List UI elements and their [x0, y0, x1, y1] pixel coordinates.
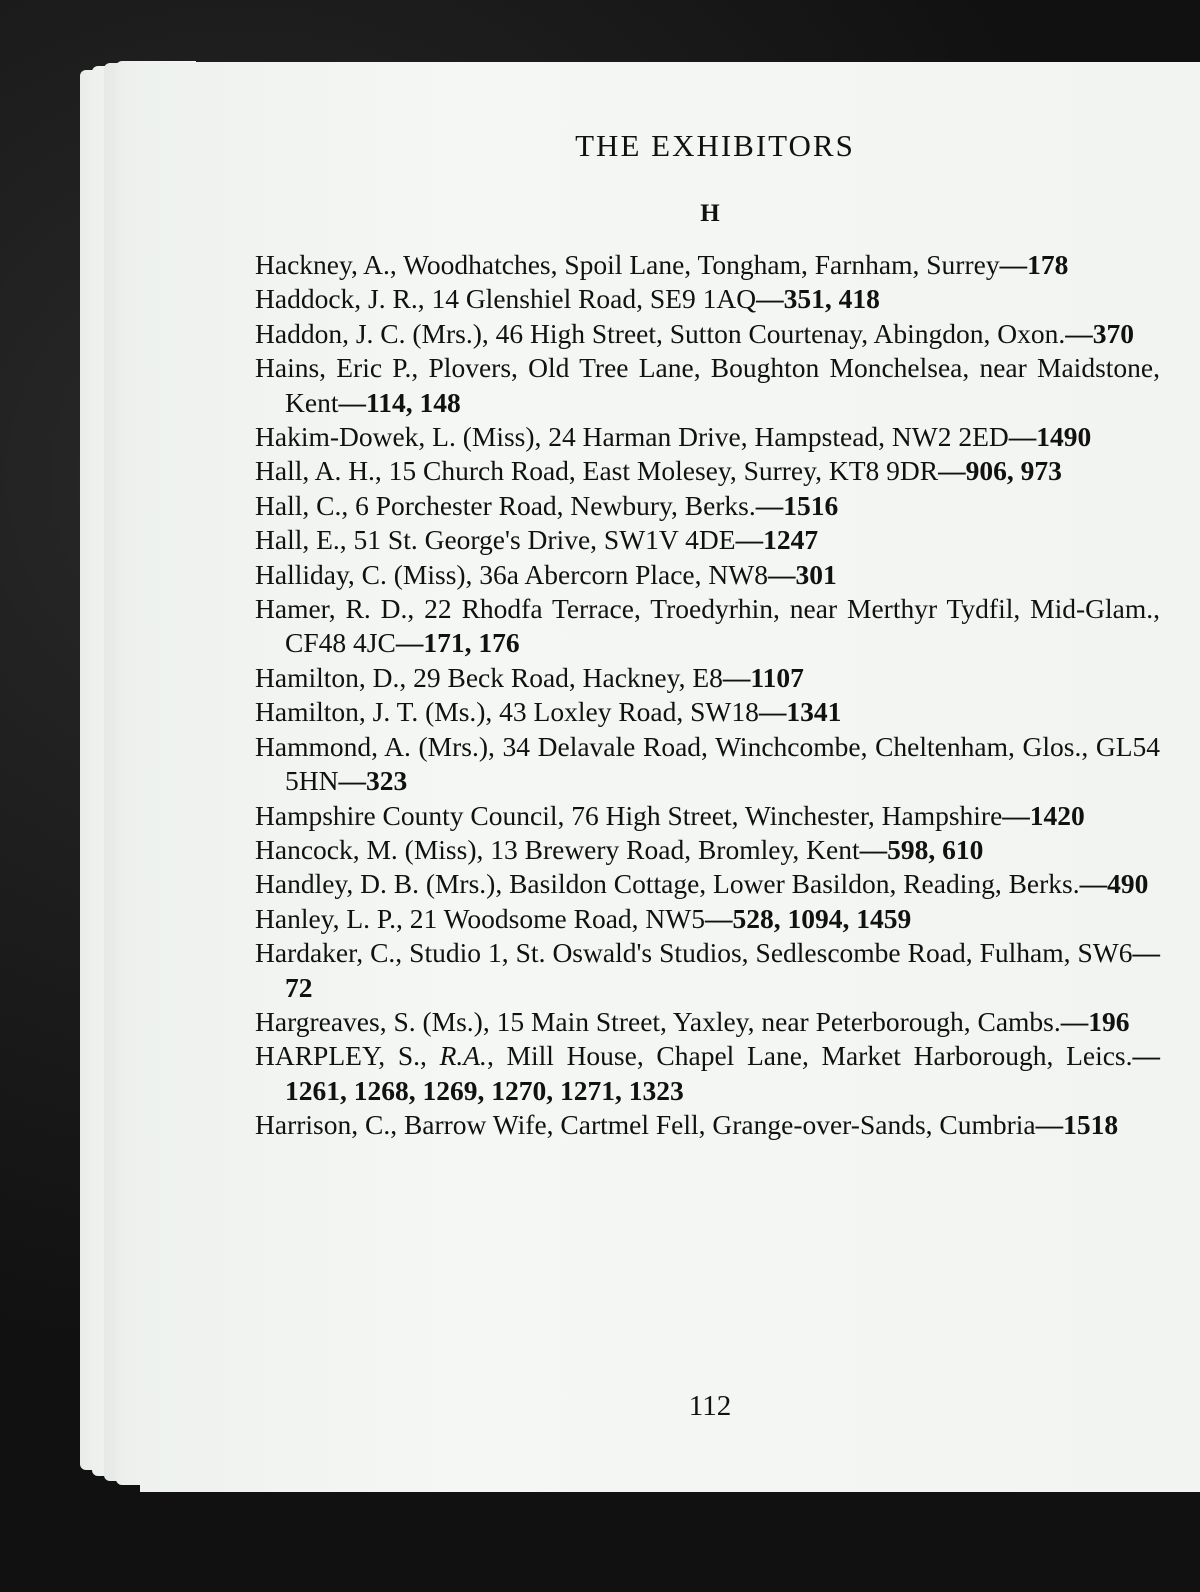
list-item: Hakim-Dowek, L. (Miss), 24 Harman Drive, Hampstead, NW2 2ED—1490: [255, 421, 1092, 453]
list-item: Hardaker, C., Studio 1, St. Oswald's Studios, Sedlescombe Road, Fulham, SW6—72: [255, 937, 1160, 1003]
section-letter: H: [700, 200, 720, 227]
list-item: Hargreaves, S. (Ms.), 15 Main Street, Yaxley, near Peterborough, Cambs.—196: [255, 1005, 1130, 1037]
list-item: Hanley, L. P., 21 Woodsome Road, NW5—528, 1094, 1459: [255, 902, 912, 934]
list-item: HARPLEY, S., R.A., Mill House, Chapel Lane, Market Harborough, Leics.—1261, 1268, 1269, 1270, 1271, 1323: [255, 1040, 1161, 1106]
list-item: Hains, Eric P., Plovers, Old Tree Lane, Boughton Monchelsea, near Maidstone, Kent—114, 148: [255, 352, 1160, 418]
list-item: Hampshire County Council, 76 High Street, Winchester, Hampshire—1420: [255, 799, 1085, 831]
list-item: Hall, C., 6 Porchester Road, Newbury, Berks.—1516: [255, 489, 839, 521]
book-page: [140, 62, 1200, 1492]
running-header: THE EXHIBITORS: [575, 128, 855, 163]
list-item: Halliday, C. (Miss), 36a Abercorn Place, NW8—301: [255, 558, 837, 590]
list-item: Hall, A. H., 15 Church Road, East Molesey, Surrey, KT8 9DR—906, 973: [255, 455, 1062, 487]
list-item: Hammond, A. (Mrs.), 34 Delavale Road, Winchcombe, Cheltenham, Glos., GL54 5HN—323: [255, 730, 1160, 797]
list-item: Hamilton, D., 29 Beck Road, Hackney, E8—1107: [255, 661, 804, 693]
list-item: Hackney, A., Woodhatches, Spoil Lane, Tongham, Farnham, Surrey—178: [255, 249, 1069, 280]
page-number: 112: [688, 1390, 732, 1422]
list-item: Hancock, M. (Miss), 13 Brewery Road, Bromley, Kent—598, 610: [255, 833, 984, 865]
list-item: Hamer, R. D., 22 Rhodfa Terrace, Troedyrhin, near Merthyr Tydfil, Mid-Glam., CF48 4JC—171, 176: [255, 593, 1160, 659]
list-item: Hamilton, J. T. (Ms.), 43 Loxley Road, SW18—1341: [255, 696, 842, 728]
list-item: Handley, D. B. (Mrs.), Basildon Cottage, Lower Basildon, Reading, Berks.—490: [255, 868, 1149, 900]
exhibitor-list: [255, 248, 1160, 1143]
list-item: Hall, E., 51 St. George's Drive, SW1V 4DE—1247: [255, 524, 819, 556]
list-item: Haddock, J. R., 14 Glenshiel Road, SE9 1AQ—351, 418: [255, 283, 880, 315]
list-item: Harrison, C., Barrow Wife, Cartmel Fell, Grange-over-Sands, Cumbria—1518: [255, 1109, 1119, 1141]
list-item: Haddon, J. C. (Mrs.), 46 High Street, Sutton Courtenay, Abingdon, Oxon.—370: [255, 317, 1134, 349]
